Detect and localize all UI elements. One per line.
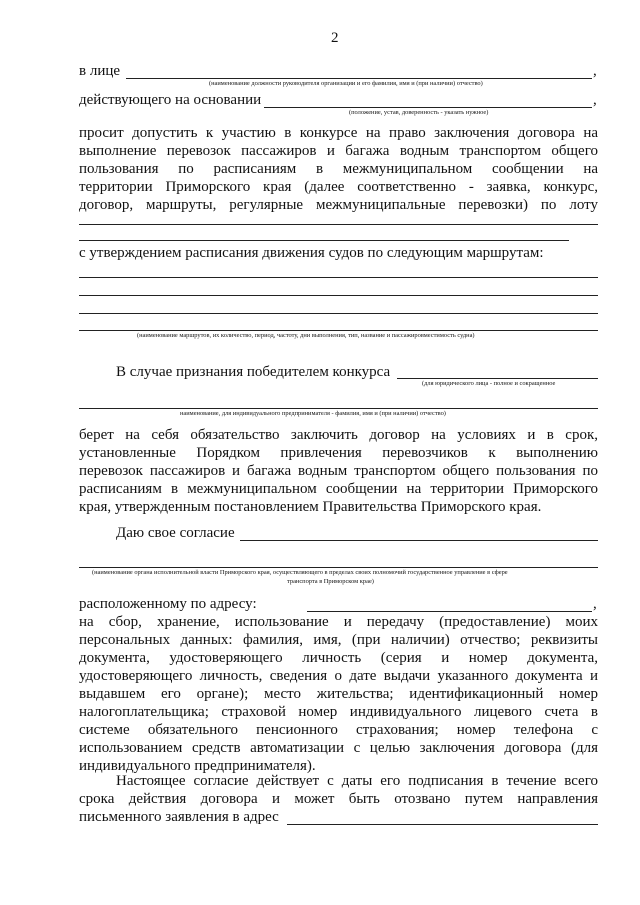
routes-caption: (наименование маршрутов, их количество, период, частоту, дни выполнения, тип, название и пассажировместимость судна): [137, 332, 475, 339]
routes-blank[interactable]: [79, 330, 598, 331]
comma: ,: [593, 92, 597, 108]
address-blank[interactable]: [307, 611, 592, 612]
para4-line: Настоящее согласие действует с даты его подписания в течение всего: [116, 773, 598, 789]
routes-blank[interactable]: [79, 277, 598, 278]
para1-line: просит допустить к участию в конкурсе на право заключения договора на: [79, 125, 598, 141]
para2-line: перевозок пассажиров и багажа водным транспортом общего пользования по: [79, 463, 598, 479]
osnovanie-blank[interactable]: [264, 107, 592, 108]
v-litse-blank[interactable]: [126, 78, 592, 79]
consent-line: удостоверяющего личность, сведения о дате выдачи указанного документа и: [79, 668, 598, 684]
address-recipient-blank[interactable]: [287, 824, 598, 825]
consent-line: документа, удостоверяющего личность (серия и номер документа,: [79, 650, 598, 666]
para2-last-line: края, утвержденным постановлением Правительства Приморского края.: [79, 499, 542, 515]
routes-blank[interactable]: [79, 313, 598, 314]
winner-name-blank-2[interactable]: [79, 408, 598, 409]
address-lead: расположенному по адресу:: [79, 596, 257, 612]
para1-line: территории Приморского края (далее соответственно - заявка, конкурс,: [79, 179, 598, 195]
consent-line: выдавшем его органе); место жительства; идентификационный номер: [79, 686, 598, 702]
consent-line: налогоплательщика; страховой номер индивидуального лицевого счета в: [79, 704, 598, 720]
consent-lead: Даю свое согласие: [116, 525, 235, 541]
consent-organ-blank[interactable]: [240, 540, 598, 541]
consent-last-line: индивидуального предпринимателя).: [79, 758, 316, 774]
winner-name-blank[interactable]: [397, 378, 598, 379]
comma: ,: [593, 596, 597, 612]
para2-line: расписаниям в межмуниципальном сообщении на территории Приморского: [79, 481, 598, 497]
comma: ,: [593, 63, 597, 79]
v-litse-caption: (наименование должности руководителя организации и его фамилия, имя и (при наличии) отчество): [209, 80, 483, 87]
para2-line: берет на себя обязательство заключить договор на условиях и в срок,: [79, 427, 598, 443]
para2-line: установленные Порядком привлечения перевозчиков к выполнению: [79, 445, 598, 461]
consent-caption-2: транспорта в Приморском крае): [287, 578, 374, 585]
lot-blank[interactable]: [79, 224, 598, 225]
consent-organ-blank-2[interactable]: [79, 567, 598, 568]
consent-line: использованием средств автоматизации с целью заключения договора (для: [79, 740, 598, 756]
routes-heading: с утверждением расписания движения судов по следующим маршрутам:: [79, 245, 544, 261]
para1-line: договор, маршруты, регулярные межмуниципальные перевозки) по лоту: [79, 197, 598, 213]
para1-line: пользования по расписаниям в межмуниципальном сообщении на: [79, 161, 598, 177]
winner-caption-right: (для юридического лица - полное и сокращенное: [422, 380, 556, 387]
winner-lead: В случае признания победителем конкурса: [116, 364, 391, 380]
lot-blank-2[interactable]: [79, 240, 569, 241]
consent-line: персональных данных: фамилия, имя, (при наличии) отчество; реквизиты: [79, 632, 598, 648]
consent-line: системе обязательного пенсионного страхования; номер телефона с: [79, 722, 598, 738]
v-litse-label: в лице: [79, 63, 121, 79]
page-number: 2: [331, 30, 339, 46]
para4-line: срока действия договора и может быть отозвано путем направления: [79, 791, 598, 807]
para1-line: выполнение перевозок пассажиров и багажа водным транспортом общего: [79, 143, 598, 159]
consent-line: на сбор, хранение, использование и передачу (предоставление) моих: [79, 614, 598, 630]
consent-caption-1: (наименование органа исполнительной власти Приморского края, осуществляющего в пределах своих полномочий государственное управление в сфере: [92, 569, 508, 576]
osnovanie-caption: (положение, устав, доверенность - указать нужное): [349, 109, 489, 116]
winner-caption-full: наименование, для индивидуального предпринимателя - фамилия, имя и (при наличии) отчество): [180, 410, 446, 417]
routes-blank[interactable]: [79, 295, 598, 296]
para4-last-lead: письменного заявления в адрес: [79, 809, 279, 825]
deystvuyushchego-label: действующего на основании: [79, 92, 262, 108]
